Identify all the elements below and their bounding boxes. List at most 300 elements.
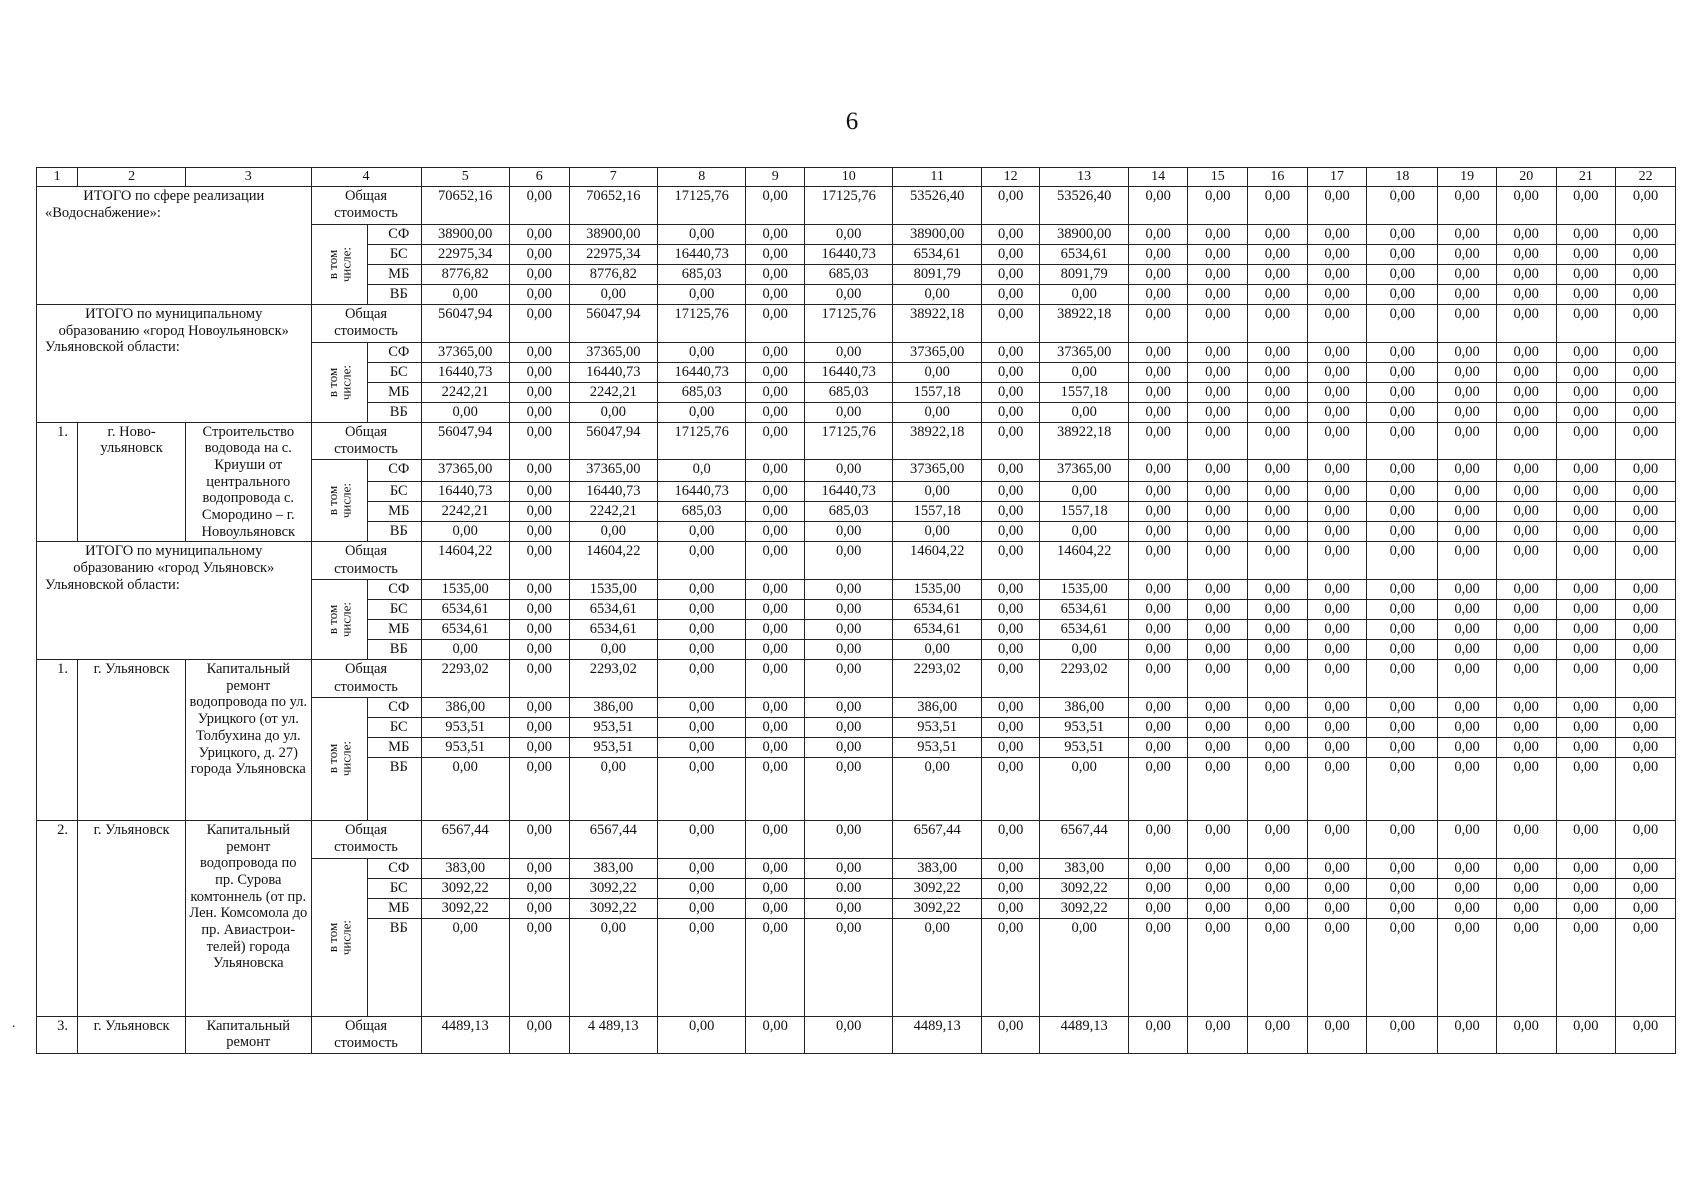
value-cell: 0,00	[569, 918, 657, 1016]
value-cell: 0,00	[657, 600, 745, 620]
value-cell: 2242,21	[421, 382, 509, 402]
value-cell: 37365,00	[1040, 460, 1128, 482]
value-cell: 0,00	[1307, 342, 1367, 362]
value-cell: 0,00	[1438, 898, 1497, 918]
value-cell: 1557,18	[1040, 502, 1128, 522]
including-label: в том числе:	[311, 697, 368, 820]
header-row	[37, 168, 1676, 187]
value-cell: 16440,73	[657, 362, 745, 382]
value-cell: 0,00	[1128, 717, 1188, 737]
value-cell: 0,00	[746, 898, 805, 918]
value-cell: 0,00	[1128, 224, 1188, 244]
item-description: Капитальный ремонт водопровода по пр. Сурова комтоннель (от пр. Лен. Комсомола до пр. Авиастрои-телей) города Ульяновска	[186, 820, 311, 1016]
item-location: г. Ульяновск	[78, 1016, 186, 1054]
value-cell: 53526,40	[893, 187, 981, 225]
value-cell: 0,00	[746, 284, 805, 304]
value-cell: 22975,34	[569, 244, 657, 264]
value-cell: 0,0	[657, 460, 745, 482]
value-cell: 0,00	[657, 757, 745, 820]
value-cell: 0,00	[1128, 737, 1188, 757]
value-cell: 0,00	[805, 342, 893, 362]
value-cell: 0,00	[1307, 640, 1367, 660]
value-cell: 0,00	[1367, 542, 1438, 580]
table-row	[37, 304, 1676, 342]
item-location: г. Ульяновск	[78, 820, 186, 1016]
value-cell: 0,00	[1128, 187, 1188, 225]
value-cell: 685,03	[805, 502, 893, 522]
value-cell: 0,00	[981, 600, 1040, 620]
value-cell: 0,00	[1367, 402, 1438, 422]
value-cell: 6534,61	[893, 600, 981, 620]
margin-mark: .	[12, 1016, 16, 1031]
value-cell: 4 489,13	[569, 1016, 657, 1054]
value-cell: 0,00	[805, 600, 893, 620]
value-cell: 0,00	[1248, 640, 1308, 660]
value-cell: 953,51	[893, 737, 981, 757]
value-cell: 0,00	[1248, 737, 1308, 757]
value-cell: 0,00	[421, 284, 509, 304]
value-cell: 0,00	[1438, 402, 1497, 422]
value-cell: 0,00	[1496, 717, 1556, 737]
value-cell: 0,00	[1128, 542, 1188, 580]
source-label: БС	[368, 244, 421, 264]
value-cell: 0,00	[1367, 717, 1438, 737]
value-cell: 2293,02	[1040, 660, 1128, 698]
value-cell: 0,00	[746, 1016, 805, 1054]
value-cell: 0,00	[657, 542, 745, 580]
total-cost-label: Общая стоимость	[311, 422, 421, 460]
value-cell: 0,00	[746, 422, 805, 460]
value-cell: 0,00	[1128, 422, 1188, 460]
value-cell: 0,00	[1496, 757, 1556, 820]
value-cell: 0,00	[1188, 460, 1248, 482]
value-cell: 0,00	[1367, 737, 1438, 757]
value-cell: 0,00	[1128, 284, 1188, 304]
value-cell: 6567,44	[893, 820, 981, 858]
value-cell: 0,00	[1128, 342, 1188, 362]
value-cell: 16440,73	[421, 482, 509, 502]
value-cell: 37365,00	[569, 342, 657, 362]
value-cell: 0,00	[1128, 402, 1188, 422]
value-cell: 17125,76	[657, 304, 745, 342]
value-cell: 0,00	[1367, 660, 1438, 698]
value-cell: 0,00	[1438, 362, 1497, 382]
value-cell: 0,00	[1616, 264, 1676, 284]
value-cell: 0,00	[1438, 717, 1497, 737]
value-cell: 0,00	[657, 918, 745, 1016]
value-cell: 4489,13	[421, 1016, 509, 1054]
value-cell: 0,00	[657, 342, 745, 362]
value-cell: 0,00	[1307, 502, 1367, 522]
value-cell: 0,00	[1248, 187, 1308, 225]
value-cell: 0,00	[805, 1016, 893, 1054]
header-cell: 17	[1307, 168, 1367, 187]
value-cell: 0,00	[1438, 304, 1497, 342]
value-cell: 0,00	[509, 858, 569, 878]
value-cell: 0,00	[1438, 502, 1497, 522]
value-cell: 0,00	[1616, 244, 1676, 264]
value-cell: 0,00	[1188, 422, 1248, 460]
value-cell: 37365,00	[421, 460, 509, 482]
value-cell: 1557,18	[893, 502, 981, 522]
value-cell: 0,00	[1367, 304, 1438, 342]
value-cell: 0,00	[657, 224, 745, 244]
value-cell: 0,00	[1556, 244, 1616, 264]
value-cell: 0,00	[746, 858, 805, 878]
value-cell: 0,00	[1616, 737, 1676, 757]
value-cell: 38922,18	[893, 422, 981, 460]
value-cell: 0,00	[1438, 224, 1497, 244]
source-label: МБ	[368, 620, 421, 640]
page-number: 6	[845, 108, 859, 135]
value-cell: 0,00	[1367, 640, 1438, 660]
value-cell: 0,00	[509, 697, 569, 717]
value-cell: 0,00	[1128, 918, 1188, 1016]
header-cell: 15	[1188, 168, 1248, 187]
value-cell: 0,00	[1496, 697, 1556, 717]
value-cell: 953,51	[893, 717, 981, 737]
value-cell: 0,00	[981, 620, 1040, 640]
value-cell: 16440,73	[657, 482, 745, 502]
value-cell: 0,00	[657, 580, 745, 600]
value-cell: 0,00	[1307, 224, 1367, 244]
value-cell: 0,00	[509, 580, 569, 600]
value-cell: 0,00	[1307, 858, 1367, 878]
value-cell: 0,00	[746, 640, 805, 660]
value-cell: 70652,16	[569, 187, 657, 225]
total-cost-label: Общая стоимость	[311, 542, 421, 580]
value-cell: 56047,94	[569, 422, 657, 460]
value-cell: 0,00	[1188, 224, 1248, 244]
value-cell: 0,00	[1188, 737, 1248, 757]
value-cell: 383,00	[893, 858, 981, 878]
value-cell: 0,00	[1307, 244, 1367, 264]
value-cell: 0,00	[1616, 757, 1676, 820]
value-cell: 0,00	[746, 402, 805, 422]
value-cell: 0,00	[1367, 224, 1438, 244]
value-cell: 0,00	[746, 244, 805, 264]
value-cell: 0,00	[981, 502, 1040, 522]
value-cell: 0,00	[1128, 522, 1188, 542]
header-cell: 18	[1367, 168, 1438, 187]
value-cell: 0,00	[1438, 600, 1497, 620]
value-cell: 0,00	[1438, 660, 1497, 698]
value-cell: 0,00	[893, 522, 981, 542]
value-cell: 0,00	[1128, 382, 1188, 402]
value-cell: 0,00	[1496, 224, 1556, 244]
total-cost-label: Общая стоимость	[311, 820, 421, 858]
value-cell: 0,00	[981, 898, 1040, 918]
value-cell: 0,00	[509, 620, 569, 640]
table-row	[37, 1016, 1676, 1054]
value-cell: 0,00	[509, 187, 569, 225]
value-cell: 0,00	[1248, 224, 1308, 244]
value-cell: 0,00	[1248, 244, 1308, 264]
value-cell: 0,00	[1556, 757, 1616, 820]
value-cell: 0,00	[1556, 580, 1616, 600]
item-description: Строительство водовода на с. Криуши от центрального водопровода с. Смородино – г. Новоульяновск	[186, 422, 311, 542]
value-cell: 0,00	[1248, 304, 1308, 342]
value-cell: 0,00	[1188, 304, 1248, 342]
source-label: СФ	[368, 580, 421, 600]
value-cell: 37365,00	[893, 342, 981, 362]
value-cell: 38900,00	[1040, 224, 1128, 244]
value-cell: 0,00	[657, 660, 745, 698]
value-cell: 2242,21	[569, 502, 657, 522]
value-cell: 0,00	[1556, 264, 1616, 284]
value-cell: 0,00	[1307, 187, 1367, 225]
value-cell: 0,00	[1556, 717, 1616, 737]
value-cell: 0,00	[805, 620, 893, 640]
item-description: Капитальный ремонт	[186, 1016, 311, 1054]
value-cell: 0,00	[1307, 660, 1367, 698]
value-cell: 1535,00	[421, 580, 509, 600]
value-cell: 0,00	[1040, 284, 1128, 304]
value-cell: 17125,76	[805, 422, 893, 460]
source-label: ВБ	[368, 918, 421, 1016]
block-title: ИТОГО по сфере реализации «Водоснабжение»:	[37, 187, 312, 305]
value-cell: 8776,82	[421, 264, 509, 284]
value-cell: 6567,44	[569, 820, 657, 858]
value-cell: 0,00	[746, 737, 805, 757]
value-cell: 0,00	[893, 918, 981, 1016]
value-cell: 0,00	[1040, 918, 1128, 1016]
value-cell: 0,00	[1040, 362, 1128, 382]
value-cell: 0,00	[1556, 304, 1616, 342]
value-cell: 0,00	[1556, 697, 1616, 717]
value-cell: 0,00	[981, 1016, 1040, 1054]
value-cell: 685,03	[805, 264, 893, 284]
value-cell: 0,00	[1040, 757, 1128, 820]
value-cell: 0,00	[746, 620, 805, 640]
value-cell: 0,00	[657, 717, 745, 737]
value-cell: 0,00	[1496, 660, 1556, 698]
value-cell: 0,00	[1248, 402, 1308, 422]
value-cell: 0,00	[509, 342, 569, 362]
value-cell: 0,00	[509, 757, 569, 820]
value-cell: 0,00	[1248, 382, 1308, 402]
header-cell: 14	[1128, 168, 1188, 187]
value-cell: 0,00	[1367, 502, 1438, 522]
header-cell: 21	[1556, 168, 1616, 187]
value-cell: 0,00	[981, 918, 1040, 1016]
value-cell: 0,00	[746, 502, 805, 522]
value-cell: 0,00	[1438, 620, 1497, 640]
value-cell: 3092,22	[421, 878, 509, 898]
value-cell: 0,00	[1556, 918, 1616, 1016]
value-cell: 0,00	[1307, 717, 1367, 737]
value-cell: 0,00	[1438, 757, 1497, 820]
value-cell: 0,00	[657, 898, 745, 918]
value-cell: 6534,61	[569, 600, 657, 620]
item-number: 3.	[37, 1016, 78, 1054]
value-cell: 0,00	[1307, 304, 1367, 342]
table-row	[37, 187, 1676, 225]
source-label: МБ	[368, 264, 421, 284]
source-label: СФ	[368, 697, 421, 717]
value-cell: 0,00	[1128, 460, 1188, 482]
value-cell: 0,00	[981, 402, 1040, 422]
value-cell: 0,00	[1248, 660, 1308, 698]
value-cell: 0,00	[1616, 284, 1676, 304]
value-cell: 0,00	[1188, 600, 1248, 620]
value-cell: 0,00	[1128, 697, 1188, 717]
value-cell: 0,00	[1307, 898, 1367, 918]
item-location: г. Ново- ульяновск	[78, 422, 186, 542]
value-cell: 0,00	[1616, 820, 1676, 858]
value-cell: 0,00	[1616, 542, 1676, 580]
value-cell: 0,00	[1496, 244, 1556, 264]
header-cell: 3	[186, 168, 311, 187]
value-cell: 2242,21	[569, 382, 657, 402]
value-cell: 953,51	[569, 717, 657, 737]
value-cell: 685,03	[657, 382, 745, 402]
value-cell: 0,00	[1367, 757, 1438, 820]
value-cell: 0,00	[509, 264, 569, 284]
value-cell: 0,00	[981, 342, 1040, 362]
value-cell: 0,00	[1128, 264, 1188, 284]
header-cell: 2	[78, 168, 186, 187]
value-cell: 0,00	[1438, 542, 1497, 580]
value-cell: 0,00	[1496, 1016, 1556, 1054]
value-cell: 0,00	[1616, 304, 1676, 342]
value-cell: 0,00	[981, 284, 1040, 304]
value-cell: 0,00	[1307, 737, 1367, 757]
value-cell: 953,51	[1040, 737, 1128, 757]
value-cell: 0,00	[805, 858, 893, 878]
value-cell: 0,00	[1496, 342, 1556, 362]
value-cell: 0,00	[805, 737, 893, 757]
value-cell: 0,00	[1128, 304, 1188, 342]
value-cell: 0,00	[981, 757, 1040, 820]
value-cell: 0,00	[981, 640, 1040, 660]
value-cell: 0,00	[746, 697, 805, 717]
value-cell: 0,00	[1556, 820, 1616, 858]
value-cell: 0,00	[981, 460, 1040, 482]
value-cell: 37365,00	[421, 342, 509, 362]
value-cell: 0,00	[1188, 660, 1248, 698]
value-cell: 0,00	[1367, 697, 1438, 717]
value-cell: 0,00	[805, 402, 893, 422]
item-location: г. Ульяновск	[78, 660, 186, 821]
value-cell: 953,51	[1040, 717, 1128, 737]
value-cell: 0,00	[746, 660, 805, 698]
value-cell: 0,00	[981, 382, 1040, 402]
value-cell: 0,00	[1128, 640, 1188, 660]
value-cell: 0,00	[1496, 502, 1556, 522]
header-cell: 22	[1616, 168, 1676, 187]
value-cell: 0,00	[1438, 1016, 1497, 1054]
value-cell: 0,00	[981, 422, 1040, 460]
value-cell: 0,00	[1438, 820, 1497, 858]
value-cell: 0,00	[509, 878, 569, 898]
value-cell: 0,00	[746, 820, 805, 858]
value-cell: 0,00	[1496, 600, 1556, 620]
value-cell: 0,00	[1616, 620, 1676, 640]
value-cell: 0,00	[1307, 522, 1367, 542]
value-cell: 0,00	[805, 542, 893, 580]
value-cell: 1557,18	[893, 382, 981, 402]
value-cell: 0,00	[1496, 898, 1556, 918]
value-cell: 0,00	[1496, 304, 1556, 342]
value-cell: 0,00	[1616, 1016, 1676, 1054]
value-cell: 953,51	[569, 737, 657, 757]
value-cell: 0,00	[1496, 362, 1556, 382]
value-cell: 0,00	[1616, 600, 1676, 620]
value-cell: 0,00	[1438, 460, 1497, 482]
block-title: ИТОГО по муниципальному образованию «город Ульяновск» Ульяновской области:	[37, 542, 312, 660]
value-cell: 0,00	[509, 304, 569, 342]
value-cell: 0,00	[1307, 542, 1367, 580]
value-cell: 0,00	[805, 522, 893, 542]
value-cell: 0,00	[1496, 460, 1556, 482]
value-cell: 0,00	[509, 1016, 569, 1054]
value-cell: 0,00	[1188, 1016, 1248, 1054]
value-cell: 0,00	[981, 878, 1040, 898]
value-cell: 0,00	[805, 660, 893, 698]
value-cell: 0,00	[421, 402, 509, 422]
value-cell: 0,00	[1188, 820, 1248, 858]
value-cell: 0,00	[1616, 224, 1676, 244]
value-cell: 0,00	[1128, 1016, 1188, 1054]
value-cell: 14604,22	[893, 542, 981, 580]
value-cell: 0,00	[1307, 600, 1367, 620]
value-cell: 0,00	[981, 717, 1040, 737]
header-cell: 12	[981, 168, 1040, 187]
value-cell: 0,00	[1128, 482, 1188, 502]
value-cell: 0,00	[509, 600, 569, 620]
value-cell: 0,00	[1496, 264, 1556, 284]
value-cell: 0,00	[1616, 402, 1676, 422]
value-cell: 0,00	[1496, 878, 1556, 898]
value-cell: 0,00	[981, 244, 1040, 264]
including-label: в том числе:	[311, 858, 368, 1016]
value-cell: 0,00	[657, 697, 745, 717]
value-cell: 0,00	[1248, 717, 1308, 737]
value-cell: 0,00	[1040, 482, 1128, 502]
value-cell: 3092,22	[893, 898, 981, 918]
value-cell: 6534,61	[569, 620, 657, 640]
header-cell: 13	[1040, 168, 1128, 187]
value-cell: 8091,79	[893, 264, 981, 284]
value-cell: 37365,00	[1040, 342, 1128, 362]
value-cell: 0,00	[569, 640, 657, 660]
value-cell: 53526,40	[1040, 187, 1128, 225]
value-cell: 0,00	[746, 757, 805, 820]
value-cell: 0,00	[1307, 580, 1367, 600]
header-cell: 7	[569, 168, 657, 187]
value-cell: 0,00	[1248, 342, 1308, 362]
value-cell: 0,00	[1248, 264, 1308, 284]
value-cell: 38922,18	[893, 304, 981, 342]
value-cell: 0,00	[805, 284, 893, 304]
value-cell: 0,00	[1616, 697, 1676, 717]
value-cell: 2242,21	[421, 502, 509, 522]
value-cell: 0,00	[1367, 898, 1438, 918]
value-cell: 0,00	[421, 522, 509, 542]
including-label: в том числе:	[311, 580, 368, 660]
value-cell: 0,00	[1248, 362, 1308, 382]
value-cell: 0,00	[1616, 580, 1676, 600]
value-cell: 0,00	[981, 660, 1040, 698]
value-cell: 0,00	[1556, 224, 1616, 244]
value-cell: 0,00	[1367, 580, 1438, 600]
value-cell: 0,00	[1616, 878, 1676, 898]
value-cell: 1557,18	[1040, 382, 1128, 402]
value-cell: 0,00	[981, 737, 1040, 757]
value-cell: 0,00	[421, 918, 509, 1016]
value-cell: 0,00	[746, 918, 805, 1016]
